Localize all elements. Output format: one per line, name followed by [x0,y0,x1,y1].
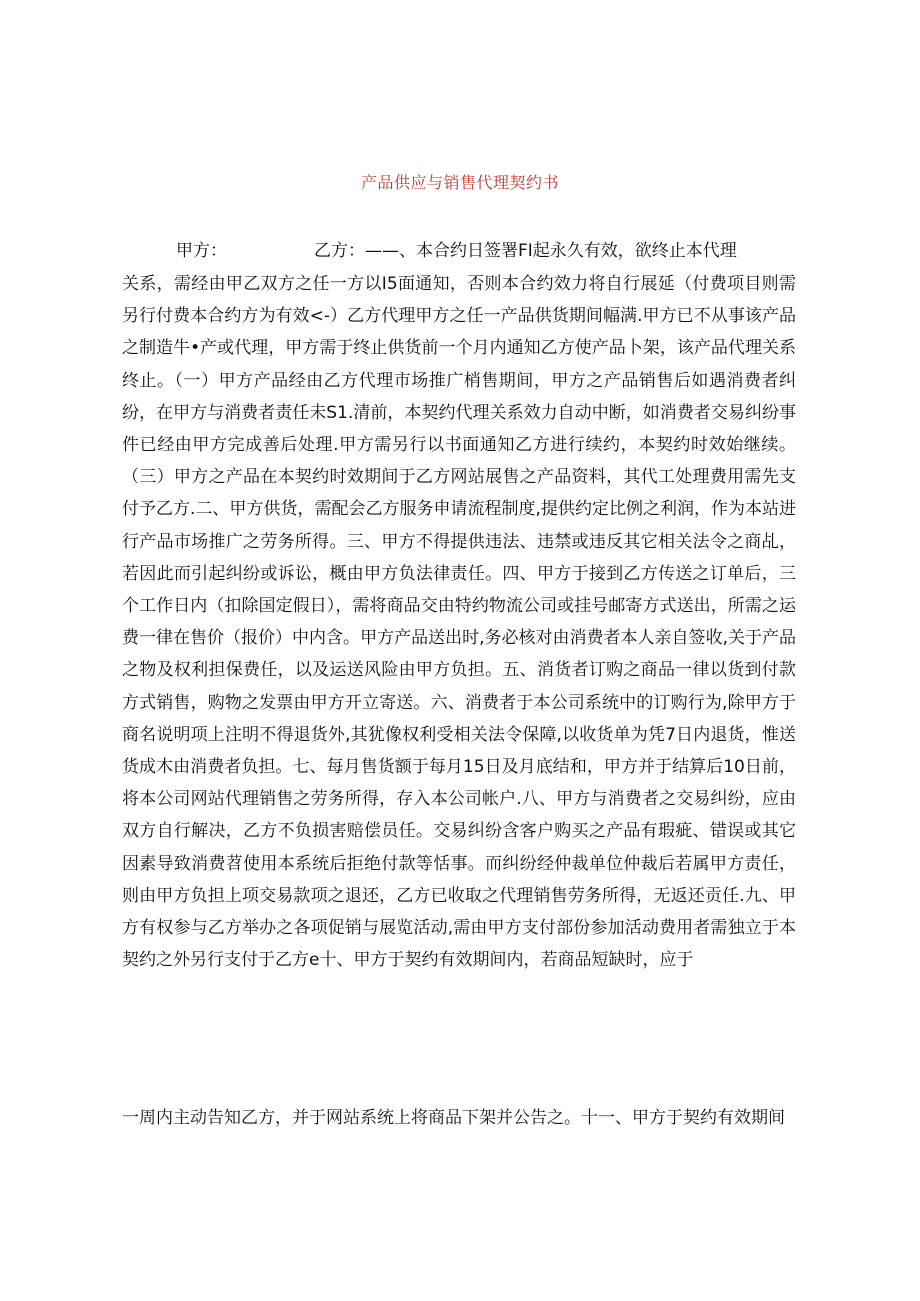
contract-continuation: 一周内主动告知乙方，并于网站系统上将商品下架并公告之。十一、甲方于契约有效期间 [122,1108,785,1128]
contract-body: 关系，需经由甲乙双方之任一方以I5面通知，否则本合约效力将自行展延（付费项目则需另行付费本合约方为有效<-）乙方代理甲方之任一产品供货期间幅满.甲方已不从事该产品之制造牛•产或代理，甲方需于终止供货前一个月内通知乙方使产品卜架，该产品代理关系终止。（一）甲方产品经由乙方代理市场推广梢售期间，甲方之产品销售后如遇消费者纠纷，在甲方与消费者责任未S1.清前，本契约代理关系效力自动中断，如消费者交易纠纷事件已经由甲方完成善后处理.甲方需另行以书面通知乙方进行续约，本契约时效始继续。（三）甲方之产品在本契约时效期间于乙方网站展售之产品资料，其代工处理费用需先支付予乙方.二、甲方供货，需配会乙方服务申请流程制度,提供约定比例之利润，作为本站进行产品市场推广之劳务所得。三、甲方不得提供违法、违禁或违反其它相关法令之商乩，若因此而引起纠纷或诉讼，概由甲方负法律责任。四、甲方于接到乙方传送之订单后，三个工作日内（扣除国定假日），需将商品交由特约物流公司或挂号邮寄方式送出，所需之运费一律在售价（报价）中内含。甲方产品送出时,务必核对由消费者本人亲自签收,关于产品之物及权利担保费任，以及运送风险由甲方负担。五、消货者订购之商品一律以货到付款方式销售，购物之发票由甲方开立寄送。六、消费者于本公司系统中的订购行为,除甲方于商名说明项上注明不得退货外,其犹像权利受相关法令保障,以收货单为凭7日内退货，惟送货成木由消费者负担。七、每月售货额于每月15日及月底结和，甲方并于结算后10日前，将本公司网站代理销售之劳务所得，存入本公司帐户.八、甲方与消费者之交易纠纷，应由双方自行解决，乙方不负损害赔偿员任。交易纠纷含客户购买之产品有瑕疵、错误或其它因素导致消费苕使用本系统后拒绝付款等恬事。而纠纷经仲裁单位仲裁后若属甲方责任，则由甲方负担上项交易款项之退还，乙方已收取之代理销售劳务所得，无返还贡任.九、甲方有权参与乙方举办之各项促销与展览活动,需由甲方支付部份参加活动费用者需独立于本契约之外另行支付于乙方e十、甲方于契约有效期间内，若商品短缺时，应于 [122,274,796,971]
document-title: 产品供应与销售代理契约书 [360,173,559,192]
party-b-intro: 乙方：——、本合约日签署FI起永久有效，欲终止本代理 [314,241,737,261]
party-a-label: 甲方： [176,241,227,261]
parties-line [176,236,737,261]
